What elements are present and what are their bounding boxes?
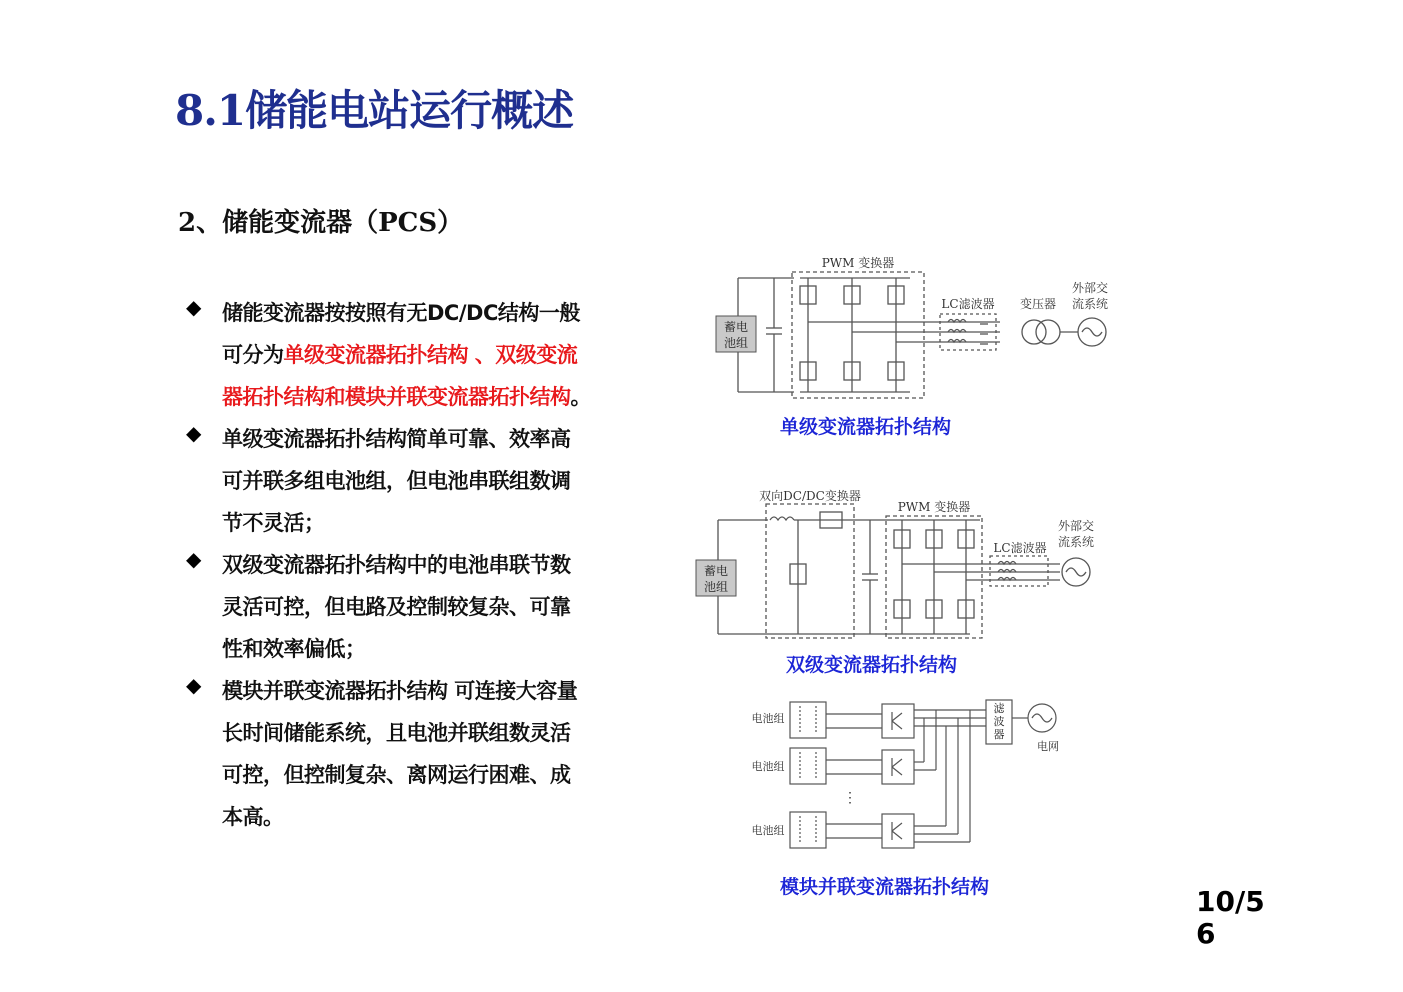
single-lc-label: LC滤波器 bbox=[941, 297, 995, 311]
single-transformer-label: 变压器 bbox=[1019, 297, 1057, 311]
modular-filter-label-1: 滤 bbox=[993, 702, 1005, 715]
dual-battery-label-2: 池组 bbox=[703, 580, 729, 594]
bullet-text: 可控，但控制复杂、离网运行困难、成 bbox=[222, 763, 571, 787]
page-number-line-1: 10/5 bbox=[1196, 886, 1265, 918]
bullet-line bbox=[222, 586, 646, 628]
bullet-text: 可并联多组电池组，但电池串联组数调 bbox=[222, 469, 571, 493]
dual-stage-caption: 双级变流器拓扑结构 bbox=[786, 654, 958, 676]
bullet-line bbox=[222, 544, 646, 586]
modular-filter-label-2: 波 bbox=[993, 715, 1005, 728]
modular-parallel-caption: 模块并联变流器拓扑结构 bbox=[780, 876, 990, 898]
bullet-text: 长时间储能系统，且电池并联组数灵活 bbox=[222, 721, 571, 745]
bullet-line bbox=[222, 670, 646, 712]
bullet-line bbox=[222, 418, 646, 460]
modular-battery-label-1: 电池组 bbox=[751, 712, 785, 725]
dual-ext-label-2: 流系统 bbox=[1057, 535, 1095, 549]
bullet-text: 可分为 bbox=[222, 343, 284, 367]
page-number-line-2: 6 bbox=[1196, 917, 1216, 946]
dual-lc-label: LC滤波器 bbox=[993, 541, 1047, 555]
modular-grid-label: 电网 bbox=[1037, 740, 1059, 753]
page-title: 8.1储能电站运行概述 bbox=[175, 86, 574, 135]
bullet-line bbox=[222, 376, 646, 418]
modular-battery-label-3: 电池组 bbox=[751, 824, 785, 837]
dual-battery-label-1: 蓄电 bbox=[703, 564, 729, 578]
bullet-text: 单级变流器拓扑结构简单可靠、效率高 bbox=[222, 427, 571, 451]
bullet-text: 本高。 bbox=[222, 805, 284, 829]
dual-pwm-label: PWM 变换器 bbox=[897, 500, 971, 514]
bullet-text: 。 bbox=[570, 385, 591, 409]
dual-stage-diagram bbox=[690, 484, 1110, 646]
modular-parallel-diagram bbox=[740, 692, 1090, 862]
bullet-text: 双级变流器拓扑结构中的电池串联节数 bbox=[222, 553, 571, 577]
single-stage-caption: 单级变流器拓扑结构 bbox=[780, 416, 952, 438]
single-battery-label-2: 池组 bbox=[723, 336, 749, 350]
dual-dcdc-label: 双向DC/DC变换器 bbox=[759, 489, 861, 503]
bullet-line bbox=[222, 460, 646, 502]
bullet-text: 灵活可控，但电路及控制较复杂、可靠 bbox=[222, 595, 571, 619]
single-stage-diagram bbox=[700, 250, 1120, 410]
modular-battery-label-2: 电池组 bbox=[751, 760, 785, 773]
dual-ext-label-1: 外部交 bbox=[1057, 519, 1095, 533]
bullet-text: 储能变流器按按照有无DC/DC结构一般 bbox=[222, 301, 580, 325]
bullet-line bbox=[222, 502, 646, 544]
page-number bbox=[1196, 886, 1276, 946]
highlighted-text: 器拓扑结构和模块并联变流器拓扑结构 bbox=[222, 385, 571, 409]
bullet-line bbox=[222, 628, 646, 670]
bullet-line bbox=[222, 796, 646, 838]
section-subtitle: 2、储能变流器（PCS） bbox=[178, 208, 464, 238]
bullet-item bbox=[186, 292, 646, 418]
bullet-line bbox=[222, 712, 646, 754]
bullet-text: 模块并联变流器拓扑结构 可连接大容量 bbox=[222, 679, 578, 703]
bullet-item bbox=[186, 418, 646, 544]
single-battery-label-1: 蓄电 bbox=[723, 320, 749, 334]
diamond-bullet-icon: ◆ bbox=[186, 547, 202, 571]
bullet-line bbox=[222, 292, 646, 334]
bullet-item bbox=[186, 670, 646, 838]
diamond-bullet-icon: ◆ bbox=[186, 673, 202, 697]
modular-filter-label-3: 器 bbox=[993, 728, 1005, 741]
bullet-line bbox=[222, 334, 646, 376]
single-pwm-label: PWM 变换器 bbox=[821, 256, 895, 270]
bullet-line bbox=[222, 754, 646, 796]
bullet-text: 节不灵活； bbox=[222, 511, 325, 535]
diamond-bullet-icon: ◆ bbox=[186, 421, 202, 445]
modular-ellipsis: ⋮ bbox=[843, 790, 857, 806]
bullet-item bbox=[186, 544, 646, 670]
single-ext-label-2: 流系统 bbox=[1071, 297, 1109, 311]
bullet-list bbox=[186, 292, 646, 838]
single-ext-label-1: 外部交 bbox=[1071, 281, 1109, 295]
highlighted-text: 单级变流器拓扑结构 、双级变流 bbox=[283, 343, 578, 367]
bullet-text: 性和效率偏低； bbox=[222, 637, 366, 661]
diamond-bullet-icon: ◆ bbox=[186, 295, 202, 319]
